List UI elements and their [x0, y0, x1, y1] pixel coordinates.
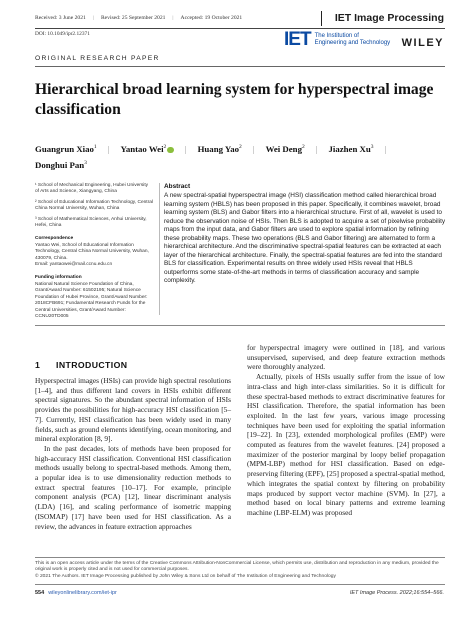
- iet-logo-subtitle: The Institution of Engineering and Technology: [314, 33, 391, 46]
- journal-url-link[interactable]: wileyonlinelibrary.com/iet-ipr: [48, 590, 117, 596]
- paragraph: Actually, pixels of HSIs usually suffer from the issue of low intra-class and high inter-class similarities. So it is difficult for these spectral-based methods to extract discriminative features for HSI classification. Therefore, the spatial information has been exploited. In the last few years, various image processing techniques have been used for exploiting the spatial information [19–22]. In [23], extended morphological profiles (EMP) were computed as features from the wavelet features. [24] proposed a maximizer of the posterior marginal by loopy belief propagation (MPM-LBP) method for HSI classification. Based on edge-preserving filtering (EPF), [25] proposed a spectral-spatial method, which integrates the spatial context by filtering on probability maps produced by support vector machine (SVM). In [27], a method based on local binary patterns and extreme learning machine (LBP-ELM) was proposed: [247, 372, 445, 517]
- column-divider: [159, 183, 160, 315]
- doi[interactable]: DOI: 10.1049/ipr2.12371: [35, 31, 90, 37]
- author-info-column: [35, 183, 153, 320]
- license-footnote: [35, 561, 445, 580]
- citation-footer: IET Image Process. 2022;16:554–566.: [349, 590, 444, 596]
- body-column-right: [247, 343, 445, 518]
- iet-logo-letters: IET: [284, 29, 311, 50]
- body-column-left: [35, 376, 231, 531]
- paragraph: In the past decades, lots of methods have been proposed for high-accuracy HSI classification. Conventional HSI classification methods usually belong to spectral-based methods. Among them, a popular idea is to use dimensionality reduction methods to extract spectral features [10–17]. For example, principle component analysis (PCA) [12], linear discriminant analysis (LDA) [16], and scaling performance of isometric mapping (ISOMAP) [17] have been used for HSI classification. As a review, the advances in feature extraction approaches: [35, 443, 231, 531]
- section-rule: [35, 325, 445, 326]
- page-number: 554: [35, 590, 45, 596]
- article-type-label: ORIGINAL RESEARCH PAPER: [35, 55, 160, 62]
- funding-heading: Funding information: [35, 275, 82, 281]
- author[interactable]: Huang Yao$^2$: [197, 143, 242, 154]
- affiliation: ³ School of Mathematical Sciences, Anhui University, Hefei, China: [35, 216, 147, 229]
- article-dates: [35, 15, 242, 21]
- abstract-heading: Abstract: [164, 183, 191, 190]
- orcid-icon[interactable]: [167, 147, 174, 154]
- wiley-logo: WILEY: [401, 37, 444, 49]
- license-text: This is an open access article under the terms of the Creative Commons Attribution-NonCommercial License, which permits use, distribution and reproduction in any medium, provided the original work is properly cited and is not used for commercial purposes.: [35, 561, 439, 573]
- author[interactable]: Donghui Pan$^3$: [35, 159, 87, 170]
- iet-logo: [284, 29, 390, 51]
- label-rule: [35, 66, 445, 67]
- journal-name: IET Image Processing: [334, 12, 444, 24]
- journal-divider: [321, 11, 322, 26]
- author[interactable]: Wei Deng$^2$: [265, 143, 305, 154]
- accepted-date: Accepted: 19 October 2021: [180, 15, 243, 21]
- author-list: Guangrun Xiao$^1$ | Yantao Wei$^2$ | Huang Yao$^2$ | Wei Deng$^2$ | Jiazhen Xu$^3$ | Donghui Pan$^3$: [35, 143, 387, 170]
- author[interactable]: Yantao Wei$^2$: [120, 144, 173, 154]
- correspondence-email[interactable]: Email: yantaowei@mail.ccnu.edu.cn: [35, 262, 113, 268]
- page-footer-left: [35, 590, 117, 596]
- correspondence-text: Yantao Wei, School of Educational Information Technology, Central China Normal University, Wuhan, 430079, China.: [35, 242, 149, 261]
- paragraph: Hyperspectral images (HSIs) can provide high spectral resolutions [1–4], and thus different land covers in HSIs exhibit different spectral signatures. So the abundant spectral information of HSIs provides the possibilities for high-accuracy HSI classification [5–7]. Currently, HSI classification has been widely used in many fields, such as ground elements identifying, ocean monitoring, and mineral exploration [8, 9].: [35, 376, 231, 444]
- abstract-text: A new spectral-spatial hyperspectral image (HSI) classification method called hierarchical broad learning system (HBLS) has been proposed in this paper. Specifically, it combines wavelet, broad learning system (BLS) and Gabor filters into a hierarchical structure. First of all, wavelet is used to reduce the observation noise of HSIs. Then BLS is adopted to acquire a set of pixelwise probability maps from the input data, and Gabor filters are used to explore spatial information by refining these probability maps. These two operations (BLS and Gabor filtering) are alternated to form a hierarchical architecture. And the discriminative spectral-spatial features can be extracted at each layer of the hierarchical architecture. Finally, the spectral-spatial features are fed into the standard BLS for classification. Experimental results on three widely used HSIs reveal that HBLS outperforms some state-of-the-art methods in terms of classification accuracy and sample complexity.: [164, 192, 446, 284]
- revised-date: Revised: 25 September 2021: [100, 15, 166, 21]
- received-date: Received: 3 June 2021: [35, 15, 86, 21]
- date-separator: |: [92, 15, 94, 21]
- affiliation: ² School of Educational Information Technology, Central China Normal University, Wuhan, China: [35, 199, 153, 212]
- section-title: INTRODUCTION: [56, 360, 128, 370]
- section-number: 1: [35, 360, 40, 370]
- funding-text: National Natural Science Foundation of China, Grant/Award Number: 61502195; Natural Science Foundation of Hubei Province, Grant/Award Number: 2018CFB691; Fundamental Research Funds for the Central Universities, Grant/Award Number: CCNU20TD005: [35, 281, 148, 319]
- date-separator: |: [172, 15, 174, 21]
- footer-rule: [35, 584, 445, 585]
- copyright-text: © 2021 The Authors. IET Image Processing published by John Wiley & Sons Ltd on behalf of The Institution of Engineering and Technology: [35, 573, 336, 579]
- abstract-block: [164, 183, 446, 285]
- footnote-rule: [35, 557, 445, 558]
- correspondence-heading: Correspondence: [35, 236, 74, 242]
- paragraph: for hyperspectral imagery were outlined in [18], and various unsupervised, supervised, and deep feature extraction methods were thoroughly analyzed.: [247, 343, 445, 372]
- author[interactable]: Jiazhen Xu$^3$: [328, 143, 374, 154]
- affiliation: ¹ School of Mechanical Engineering, Hubei University of Arts and Science, Xiangyang, China: [35, 183, 149, 195]
- author[interactable]: Guangrun Xiao$^1$: [35, 143, 97, 154]
- paper-title: Hierarchical broad learning system for hyperspectral image classification: [35, 81, 434, 118]
